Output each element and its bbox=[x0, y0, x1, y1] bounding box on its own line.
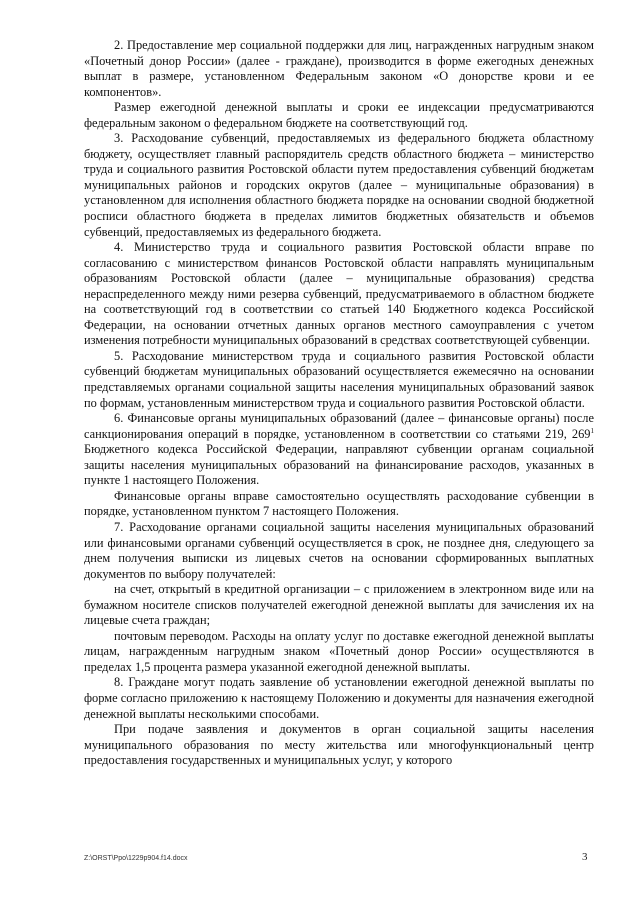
footer-file-path: Z:\ORST\Ppo\1229p904.f14.docx bbox=[84, 855, 188, 862]
page-number: 3 bbox=[582, 851, 588, 863]
paragraph-5: 5. Расходование министерством труда и социального развития Ростовской области субвенций бюджетам муниципальных образований осуществляется ежемесячно на основании представляемых органами социальной защиты населения муниципальных образований заявок по формам, установленным министерством труда и социального развития Ростовской области. bbox=[84, 348, 594, 410]
paragraph-payment-size: Размер ежегодной денежной выплаты и сроки ее индексации предусматриваются федеральным законом о федеральном бюджете на соответствующий год. bbox=[84, 100, 594, 130]
paragraph-2: 2. Предоставление мер социальной поддержки для лиц, награжденных нагрудным знаком «Почетный донор России» (далее - граждане), производится в форме ежегодных денежных выплат в размере, установленном Федеральным законом «О донорстве крови и ее компонентов». bbox=[84, 38, 594, 99]
paragraph-financial-organs: Финансовые органы вправе самостоятельно осуществлять расходование субвенции в порядке, установленном пунктом 7 настоящего Положения. bbox=[84, 488, 594, 519]
paragraph-8: 8. Граждане могут подать заявление об установлении ежегодной денежной выплаты по форме согласно приложению к настоящему Положению и документы для назначения ежегодной денежной выплаты несколькими способами. bbox=[84, 675, 594, 721]
paragraph-6 bbox=[84, 411, 594, 489]
paragraph-application-submission: При подаче заявления и документов в орган социальной защиты населения муниципального образования по месту жительства или многофункциональный центр предоставления государственных и муниципальных услуг, у которого bbox=[84, 722, 594, 768]
article-superscript: 1 bbox=[590, 426, 594, 435]
paragraph-postal-transfer: почтовым переводом. Расходы на оплату услуг по доставке ежегодной денежной выплаты лицам, награжденным нагрудным знаком «Почетный донор России» осуществляются в пределах 1,5 процента размера указанной ежегодной денежной выплаты. bbox=[84, 628, 594, 674]
paragraph-6-text-end: Бюджетного кодекса Российской Федерации, направляют субвенции органам социальной защиты населения муниципальных образований на финансирование расходов, указанных в пункте 1 настоящего Положения. bbox=[84, 442, 594, 488]
paragraph-4: 4. Министерство труда и социального развития Ростовской области вправе по согласованию с министерством финансов Ростовской области направлять муниципальным образованиям Ростовской области (далее – муниципальные образования) средства нераспределенного между ними резерва субвенций, предусматриваемого в областном бюджете на соответствующий год в соответствии со статьей 140 Бюджетного кодекса Российской Федерации, на основании отчетных данных органов местного самоуправления с учетом изменения потребности муниципальных образований в средствах соответствующей субвенции. bbox=[84, 240, 594, 348]
document-body bbox=[84, 38, 594, 769]
paragraph-6-text-start: 6. Финансовые органы муниципальных образований (далее – финансовые органы) после санкционирования операций в порядке, установленном в соответствии со статьями 219, 269 bbox=[84, 411, 594, 441]
paragraph-bank-account: на счет, открытый в кредитной организации – с приложением в электронном виде или на бумажном носителе списков получателей ежегодной денежной выплаты для зачисления их на лицевые счета граждан; bbox=[84, 582, 594, 628]
paragraph-7: 7. Расходование органами социальной защиты населения муниципальных образований или финансовыми органами субвенций осуществляется в срок, не позднее дня, следующего за днем получения выписки из лицевых счетов на основании сформированных выплатных документов по выбору получателей: bbox=[84, 519, 594, 581]
paragraph-3: 3. Расходование субвенций, предоставляемых из федерального бюджета областному бюджету, осуществляет главный распорядитель средств областного бюджета – министерство труда и социального развития Ростовской области путем предоставления субвенций бюджетам муниципальных районов и городских округов (далее – муниципальные образования) в установленном для исполнения областного бюджета порядке на основании сводной бюджетной росписи областного бюджета в пределах лимитов бюджетных обязательств и объемов субвенций, предоставляемых из федерального бюджета. bbox=[84, 131, 594, 239]
